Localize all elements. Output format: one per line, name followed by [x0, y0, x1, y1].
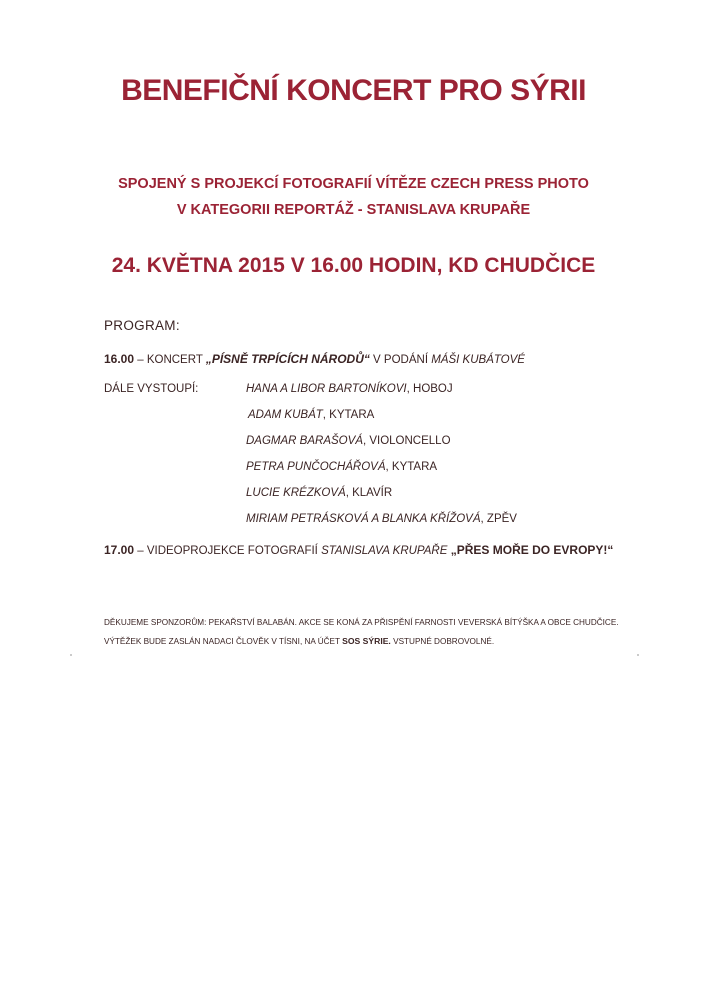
program-heading: PROGRAM:	[104, 318, 180, 333]
performer-name: MIRIAM PETRÁSKOVÁ A BLANKA KŘÍŽOVÁ	[246, 513, 481, 525]
performer-role: , HOBOJ	[406, 383, 453, 395]
performer-3	[246, 435, 451, 447]
performer-role: , ZPĚV	[480, 513, 517, 525]
performer-name: DAGMAR BARAŠOVÁ	[246, 435, 363, 447]
performer-2	[248, 409, 374, 421]
performer-name: HANA A LIBOR BARTONÍKOVI	[246, 383, 407, 395]
video-author: STANISLAVA KRUPAŘE	[321, 545, 448, 557]
subtitle-line-1: SPOJENÝ S PROJEKCÍ FOTOGRAFIÍ VÍTĚZE CZECH PRESS PHOTO	[118, 176, 589, 192]
performer-6	[246, 513, 517, 525]
scan-dot	[637, 654, 639, 656]
video-time: 17.00	[104, 543, 135, 557]
performer-role: , VIOLONCELLO	[362, 435, 451, 447]
concert-time: 16.00	[104, 352, 135, 366]
footer-entry: VSTUPNÉ DOBROVOLNÉ.	[390, 637, 495, 646]
concert-dash: –	[134, 354, 147, 366]
poster-title: BENEFIČNÍ KONCERT PRO SÝRII	[121, 74, 586, 107]
program-item-concert	[104, 352, 525, 366]
date-location: 24. KVĚTNA 2015 V 16.00 HODIN, KD CHUDČICE	[111, 254, 596, 277]
footer-sponsors: DĚKUJEME SPONZORŮM: PEKAŘSTVÍ BALABÁN. AKCE SE KONÁ ZA PŘISPĚNÍ FARNOSTI VEVERSKÁ BÍTÝŠKA A OBCE CHUDČICE.	[104, 618, 619, 627]
footer-proceeds-text: VÝTĚŽEK BUDE ZASLÁN NADACI ČLOVĚK V TÍSNI, NA ÚČET	[104, 637, 343, 646]
performer-4	[246, 461, 437, 473]
concert-text: KONCERT	[146, 354, 206, 366]
subtitle-line-2: V KATEGORII REPORTÁŽ - STANISLAVA KRUPAŘE	[176, 202, 531, 218]
concert-performer: MÁŠI KUBÁTOVÉ	[431, 354, 525, 366]
video-dash: –	[134, 545, 147, 557]
concert-title: „PÍSNĚ TRPÍCÍCH NÁRODŮ“	[205, 352, 370, 366]
performer-role: , KYTARA	[385, 461, 438, 473]
performer-name: ADAM KUBÁT	[248, 409, 323, 421]
video-title: „PŘES MOŘE DO EVROPY!“	[447, 543, 614, 557]
footer-account: SOS SÝRIE.	[342, 636, 391, 646]
scan-dot	[70, 654, 72, 656]
also-performing-label: DÁLE VYSTOUPÍ:	[104, 383, 199, 395]
performer-name: LUCIE KRÉZKOVÁ	[246, 487, 346, 499]
performer-1	[246, 383, 453, 395]
performer-5	[246, 487, 392, 499]
performer-role: , KYTARA	[322, 409, 375, 421]
concert-text-2: V PODÁNÍ	[369, 354, 432, 366]
footer-proceeds	[104, 636, 494, 646]
program-item-video	[104, 543, 613, 557]
performer-role: , KLAVÍR	[345, 487, 393, 499]
video-text: VIDEOPROJEKCE FOTOGRAFIÍ	[146, 545, 322, 557]
performer-name: PETRA PUNČOCHÁŘOVÁ	[246, 461, 386, 473]
